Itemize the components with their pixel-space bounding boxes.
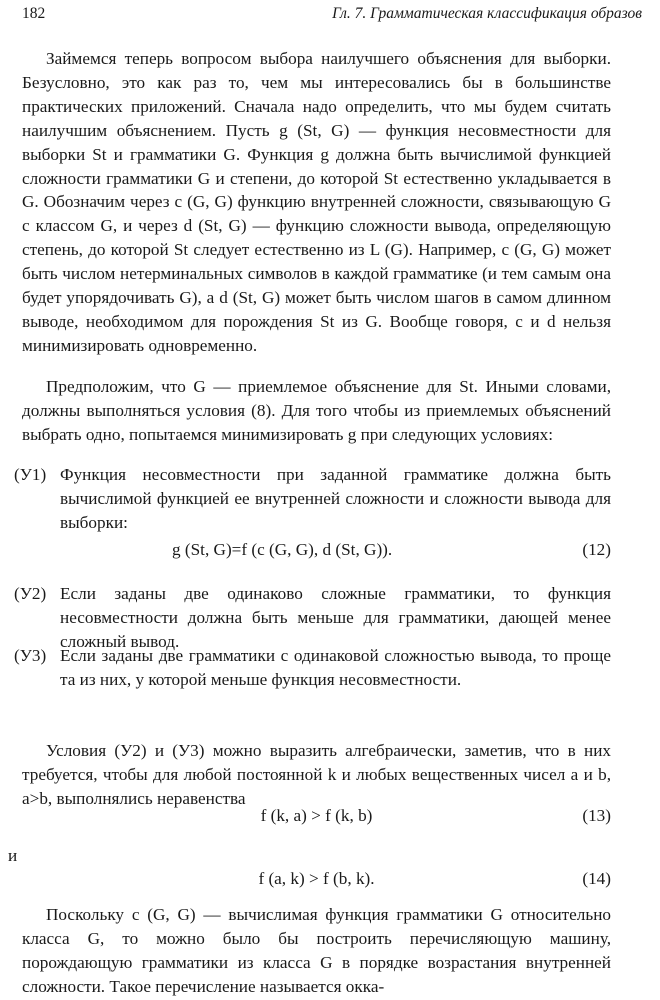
condition-text: Если заданы две грамматики с одинаковой сложностью вывода, то проще та из них, у которой меньше функция несовместности.: [60, 646, 611, 689]
formula-number: (14): [582, 869, 611, 888]
formula-13: [22, 804, 611, 828]
page-header: [22, 2, 642, 26]
paragraph-acceptable-explanation: Предположим, что G — приемлемое объяснение для St. Иными словами, должны выполняться условия (8). Для того чтобы из приемлемых объяснений выбрать одно, попытаемся минимизировать g при следующих условиях:: [22, 377, 611, 444]
running-title: Гл. 7. Грамматическая классификация образов: [332, 5, 642, 22]
paragraph-best-explanation: Займемся теперь вопросом выбора наилучшего объяснения для выборки. Безусловно, это как раз то, чем мы интересовались бы в большинстве практических приложений. Сначала надо определить, что мы будем считать наилучшим объяснением. Пусть g (St, G) — функция несовместности для выборки St и грамматики G. Функция g должна быть вычислимой функцией сложности грамматики G и степени, до которой St естественно укладывается в G. Обозначим через c (G, G) функцию внутренней сложности, связывающую G с классом G, и через d (St, G) — функцию сложности вывода, определяющую степень, до которой St следует естественно из L (G). Например, c (G, G) может быть числом нетерминальных символов в каждой грамматике (и тем самым она будет упорядочивать G), а d (St, G) может быть числом шагов в самом длинном выводе, необходимом для порождения St из G. Вообще говоря, c и d нельзя минимизировать одновременно.: [22, 49, 611, 355]
formula-expression: f (k, a) > f (k, b): [260, 806, 373, 825]
condition-text: Если заданы две одинаково сложные грамматики, то функция несовместности должна быть меньше для грамматики, дающей менее сложный вывод.: [60, 584, 611, 651]
formula-14: [22, 867, 611, 891]
condition-text: Функция несовместности при заданной грамматике должна быть вычислимой функцией ее внутренней сложности и сложности вывода для выборки:: [60, 465, 611, 532]
condition-label: (У3): [14, 646, 47, 665]
paragraph-inequalities: Условия (У2) и (У3) можно выразить алгебраически, заметив, что в них требуется, чтобы для любой постоянной k и любых вещественных чисел a и b, a>b, выполнялись неравенства: [22, 741, 611, 808]
page-number: 182: [22, 5, 46, 22]
condition-label: (У2): [14, 584, 47, 603]
formula-12: [22, 538, 611, 562]
condition-u2: [14, 582, 611, 654]
paragraph-enumeration: Поскольку c (G, G) — вычислимая функция грамматики G относительно класса G, то можно было бы построить перечисляющую машину, порождающую грамматики из класса G в порядке возрастания внутренней сложности. Такое перечисление называется окка-: [22, 905, 611, 996]
formula-number: (13): [582, 806, 611, 825]
formula-number: (12): [582, 540, 611, 559]
condition-u1: [14, 463, 611, 535]
formula-expression: g (St, G)=f (c (G, G), d (St, G)).: [172, 540, 393, 559]
condition-u3: [14, 644, 611, 692]
condition-label: (У1): [14, 465, 47, 484]
conjunction-and: и: [8, 846, 18, 865]
formula-expression: f (a, k) > f (b, k).: [258, 869, 375, 888]
